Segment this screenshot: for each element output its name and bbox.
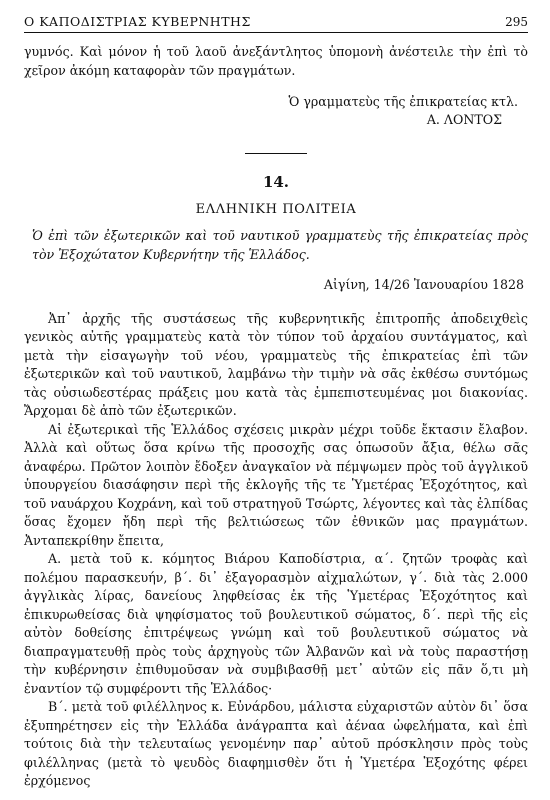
body-paragraph-4: Β´. μετὰ τοῦ φιλέλληνος κ. Εὐνάρδου, μάλιστα εὐχαριστῶν αὐτὸν δι᾽ ὅσα ἐξυπηρέτησεν εἰς τὴν Ἑλλάδα ἀνάγραπτα καὶ ἀέναα ὠφελήματα, καὶ ἐπὶ τούτοις διὰ τὴν τελευταίως γενομένην παρ᾽ αὐτοῦ πρόσκλησιν πρὸς τοὺς φιλέλληνας (μετὰ τὸ ψευδὸς διαφημισθὲν ὅτι ἡ Ὑμετέρα Ἐξοχότης φέρει ἐρχόμενος xyxy=(24,699,528,789)
header-rule xyxy=(24,32,528,33)
addressee-line: Ὁ ἐπὶ τῶν ἐξωτερικῶν καὶ τοῦ ναυτικοῦ γραμματεὺς τῆς ἐπικρατείας πρὸς τὸν Ἐξοχώτατον Κυβερνήτην τῆς Ἑλλάδος. xyxy=(32,228,528,262)
body-paragraph-1: Ἀπ᾽ ἀρχῆς τῆς συστάσεως τῆς κυβερνητικῆς ἐπιτροπῆς ἀποδειχθεὶς γενικὸς αὐτῆς γραμματεὺς κατὰ τὸν τύπον τοῦ ἀρχαίου συντάγματος, καὶ μετὰ τὴν εἰσαγωγὴν τοῦ νέου, γραμματεὺς τῆς ἐπικρατείας ἐπὶ τῶν ἐξωτερικῶν καὶ τοῦ ναυτικοῦ, λαμβάνω τὴν τιμὴν νὰ σᾶς ἐκθέσω συντόμως τὰς οὐσιωδεστέρας πράξεις μου κατὰ τὰς ἐμπεπιστευμένας μοι διακονίας. Ἄρχομαι δὲ ἀπὸ τῶν ἐξωτερικῶν. xyxy=(24,310,528,419)
dateline: Αἰγίνη, 14/26 Ἰανουαρίου 1828 xyxy=(323,276,524,292)
document-title: ΕΛΛΗΝΙΚΗ ΠΟΛΙΤΕΙΑ xyxy=(195,202,357,218)
running-title: Ο ΚΑΠΟΔΙΣΤΡΙΑΣ ΚΥΒΕΡΝΗΤΗΣ xyxy=(24,14,251,29)
continuation-paragraph: γυμνός. Καὶ μόνον ἡ τοῦ λαοῦ ἀνεξάντλητος ὑπομονὴ ἀνέστειλε τὴν ἐπὶ τὸ χεῖρον ἀκόμη καταφορὰν τῶν πραγμάτων. xyxy=(24,44,528,78)
body-paragraph-3: Α. μετὰ τοῦ κ. κόμητος Βιάρου Καποδίστρια, α´. ζητῶν τροφὰς καὶ πολέμου παρασκευήν, β´. δι᾽ ἐξαγορασμὸν αἰχμαλώτων, γ´. διὰ τὰς 2.000 ἀγγλικὰς λίρας, δανείους ληφθείσας ἐκ τῆς Ὑμετέρας Ἐξοχότητος καὶ ἐπικυρωθείσας διὰ ψηφίσματος τοῦ βουλευτικοῦ σώματος, δ´. περὶ τῆς εἰς αὐτὸν δοθείσης ἐπιτρέψεως γνώμη καὶ τοῦ βουλευτικοῦ σώματος νὰ διαπραγματευθῇ πρὸς τοὺς ἀρχηγοὺς τῶν Ἀλβανῶν καὶ νὰ τοὺς παραστήσῃ τὴν κυβέρνησιν ἐπιθυμοῦσαν νὰ συμβιβασθῇ μετ᾽ αὐτῶν εἰς πᾶν ὅ,τι μὴ ἐναντίον τῷ συμφέροντι τῆς Ἑλλάδος· xyxy=(24,551,528,696)
body-paragraph-2: Αἱ ἐξωτερικαὶ τῆς Ἑλλάδος σχέσεις μικρὰν μέχρι τοῦδε ἔκτασιν ἔλαβον. Ἀλλὰ καὶ οὕτως ὅσα κρίνω τῆς προσοχῆς σας ὁπωσοῦν ἄξια, θέλω σᾶς ἀναφέρω. Πρῶτον λοιπὸν ἔδοξεν ἀναγκαῖον νὰ πέμψωμεν πρὸς τοῦ ἀγγλικοῦ ὑπουργείου διασάφησιν περὶ τῆς ἐκλογῆς τῆς τε Ὑμετέρας Ἐξοχότητος, καὶ τοῦ ναυάρχου Κοχράνη, καὶ τοῦ στρατηγοῦ Τσώρτς, λέγοντες καὶ τὰς ἐλπίδας ὅσας ἔχομεν ἤδη περὶ τῆς βελτιώσεως τῶν ἐθνικῶν μας πραγμάτων. Ἀνταπεκρίθην ἔπειτα, xyxy=(24,421,528,548)
section-separator xyxy=(245,153,307,154)
signature: Α. ΛΟΝΤΟΣ xyxy=(426,112,502,128)
document-number: 14. xyxy=(262,173,290,192)
closing-formula: Ὁ γραμματεὺς τῆς ἐπικρατείας κτλ. xyxy=(288,93,518,109)
document-body xyxy=(24,310,528,791)
page-number: 295 xyxy=(505,15,528,29)
running-header xyxy=(24,0,528,29)
